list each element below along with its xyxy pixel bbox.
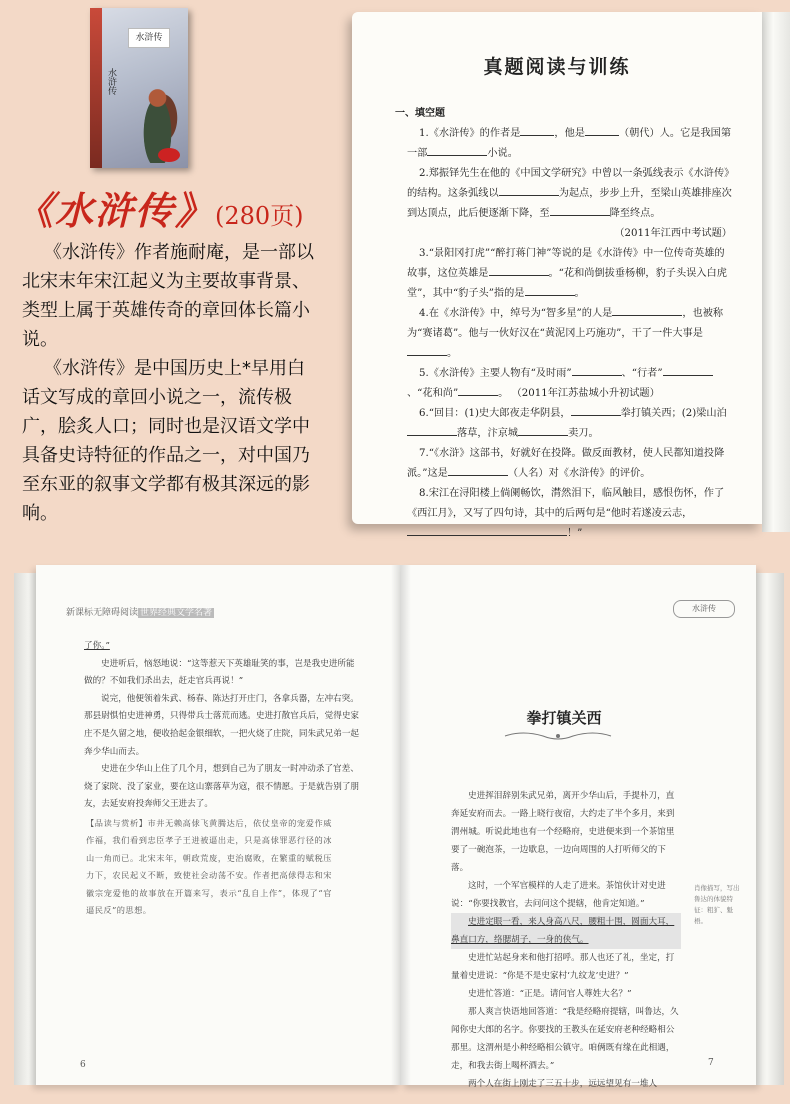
right-paragraph-highlight: 史进定眼一看，来人身高八尺，腰粗十围，圆面大耳，鼻直口方，络腮胡子，一身的侠气。 bbox=[451, 913, 681, 949]
question-8: 8.宋江在浔阳楼上倘阑畅饮，潸然泪下，临风触目，感恨伤怀，作了《西江月》，又写了四句诗，其中的后两句是“他时若遂凌云志，！” bbox=[407, 488, 725, 539]
exercise-body bbox=[395, 104, 732, 544]
left-page-text bbox=[84, 638, 362, 814]
intro-paragraph-2: 《水浒传》是中国历史上*早用白话文写成的章回小说之一，流传极广，脍炙人口；同时也是汉语文学中具备史诗特征的作品之一，对中国乃至东亚的叙事文学都有极其深远的影响。 bbox=[22, 358, 310, 524]
left-paragraph-2: 说完，他便领着朱武、杨春、陈达打开庄门，各拿兵器，左冲右突。那县尉惧怕史进神勇，只得带兵士落荒而逃。史进打散官兵后，觉得史家庄不是久留之地，便收拾起金银细软，一把火烧了庄院，同朱武兄弟一起奔少华山而去。 bbox=[84, 693, 360, 757]
appreciation-note: 【品读与赏析】市井无赖高俅飞黄腾达后，依仗皇帝的宠爱作威作福，我们看到忠臣孝子王进被逼出走，只是高俅罪恶行径的冰山一角而已。北宋末年，朝政荒废，吏治腐败，在繁重的赋税压力下，农民起义不断，致使社会动荡不安。作者把高俅得志和宋徽宗宠爱他的故事放在开篇来写，表示“乱自上作”，体现了“官逼民反”的思想。 bbox=[86, 818, 332, 916]
left-page-edge bbox=[14, 573, 38, 1085]
open-book bbox=[6, 565, 788, 1095]
book-mark-label: 水浒传 bbox=[673, 600, 735, 618]
question-6: 6.“回目：(1)史大郎夜走华阴县， 拳打镇关西；(2)梁山泊落草，汴京城 卖刀。 bbox=[407, 404, 732, 444]
question-1: 1.《水浒传》的作者是 ，他是 （朝代）人。它是我国第一部 小说。 bbox=[407, 124, 732, 164]
book-gutter bbox=[391, 565, 411, 1085]
right-page-edge bbox=[756, 573, 784, 1085]
exercise-heading: 真题阅读与训练 bbox=[483, 56, 631, 78]
cover-illustration bbox=[130, 63, 185, 163]
right-paragraph-2: 这时，一个军官模样的人走了进来。茶馆伙计对史进说：“你要找教官，去问问这个提辖，他肯定知道。” bbox=[451, 881, 666, 909]
book-introduction bbox=[22, 238, 322, 528]
ornament-divider-icon bbox=[503, 730, 613, 742]
book-title: 《水浒传》 bbox=[15, 188, 216, 233]
running-header: 新课标无障碍阅读 世界经典文学名著 bbox=[66, 608, 213, 618]
cover-spine-title: 水浒传 bbox=[106, 68, 116, 95]
right-paragraph-1: 史进挥泪辞别朱武兄弟，离开少华山后，手提朴刀，直奔延安府而去。一路上晓行夜宿，大约走了半个多月，来到渭州城。听说此地也有一个经略府，史进便来到一个茶馆里要了一碗泡茶，一边歇息，一边向周围的人打听师父的下落。 bbox=[451, 791, 675, 873]
book-title-heading bbox=[15, 180, 315, 232]
question-2-source: （2011年江西中考试题） bbox=[614, 228, 732, 239]
right-paragraph-4: 史进忙站起身来和他打招呼。那人也还了礼，坐定，打量着史进说：“你是不是史家村‘九纹龙’史进？” bbox=[451, 953, 675, 981]
right-page-text bbox=[451, 787, 681, 1093]
left-paragraph-1: 史进听后，恼怒地说：“这等惹天下英雄耻笑的事，岂是我史进所能做的？不如我们杀出去，赶走官兵再说！” bbox=[84, 658, 355, 687]
left-paragraph-3: 史进在少华山上住了几个月，想到自己为了朋友一时冲动杀了官差、烧了家院、没了家业，要在这山寨落草为寇，很不情愿。于是就告别了朋友，去延安府投奔师父王进去了。 bbox=[84, 764, 360, 810]
intro-paragraph-1: 《水浒传》作者施耐庵，是一部以北宋末年宋江起义为主要故事背景、类型上属于英雄传奇的章回体长篇小说。 bbox=[22, 242, 314, 350]
page-count: (280页) bbox=[215, 202, 304, 230]
exercise-page bbox=[352, 12, 762, 539]
cover-seal-icon bbox=[158, 148, 180, 162]
right-paragraph-7: 两个人在街上刚走了三五十步，远远望见有一堆人 bbox=[468, 1079, 658, 1089]
section-title: 一、填空题 bbox=[395, 108, 445, 119]
right-paragraph-6: 那人爽言快语地回答道：“我是经略府提辖，叫鲁达，久闻你史大郎的名字。你要找的王教头在延安府老种经略相公那里。这渭州是小种经略相公镇守。咱俩既有缘在此相遇，走，和我去街上喝杯酒去。” bbox=[451, 1007, 679, 1071]
question-5: 5.《水浒传》主要人物有“及时雨” 、“行者”、“花和尚” 。 （2011年江苏盐城小升初试题） bbox=[407, 364, 732, 404]
side-annotation: 肖像描写，写出鲁达的体貌特征：粗犷、魁梧。 bbox=[694, 884, 740, 925]
book-cover-image bbox=[90, 8, 188, 168]
question-7: 7.“《水浒》这部书，好就好在投降。做反面教材，使人民都知道投降派。”这是 （人名）对《水浒传》的评价。 bbox=[407, 448, 725, 479]
question-2: 2.郑振铎先生在他的《中国文学研究》中曾以一条弧线表示《水浒传》的结构。这条弧线以 为起点，步步上升，至梁山英雄排座次到达顶点，此后便逐渐下降，至 降至终点。 bbox=[407, 168, 732, 219]
right-page-number: 7 bbox=[708, 1058, 714, 1068]
cover-title: 水浒传 bbox=[128, 28, 170, 48]
right-paragraph-5: 史进忙答道：“正是。请问官人尊姓大名？” bbox=[468, 989, 632, 999]
left-paragraph-0: 了你。” bbox=[84, 641, 110, 651]
cover-spine bbox=[90, 8, 102, 168]
question-4: 4.在《水浒传》中，绰号为“智多星”的人是 ，也被称为“赛诸葛”。他与一伙好汉在“黄泥冈上巧施功”，干了一件大事是。 bbox=[407, 304, 732, 364]
chapter-title: 拳打镇关西 bbox=[526, 709, 602, 727]
page-edge bbox=[762, 12, 790, 532]
question-3: 3.“景阳冈打虎”“醉打蒋门神”等说的是《水浒传》中一位传奇英雄的故事，这位英雄是 。“花和尚倒拔垂杨柳，豹子头误入白虎堂”，其中“豹子头”指的是 。 bbox=[407, 248, 727, 299]
left-page-number: 6 bbox=[80, 1060, 86, 1070]
